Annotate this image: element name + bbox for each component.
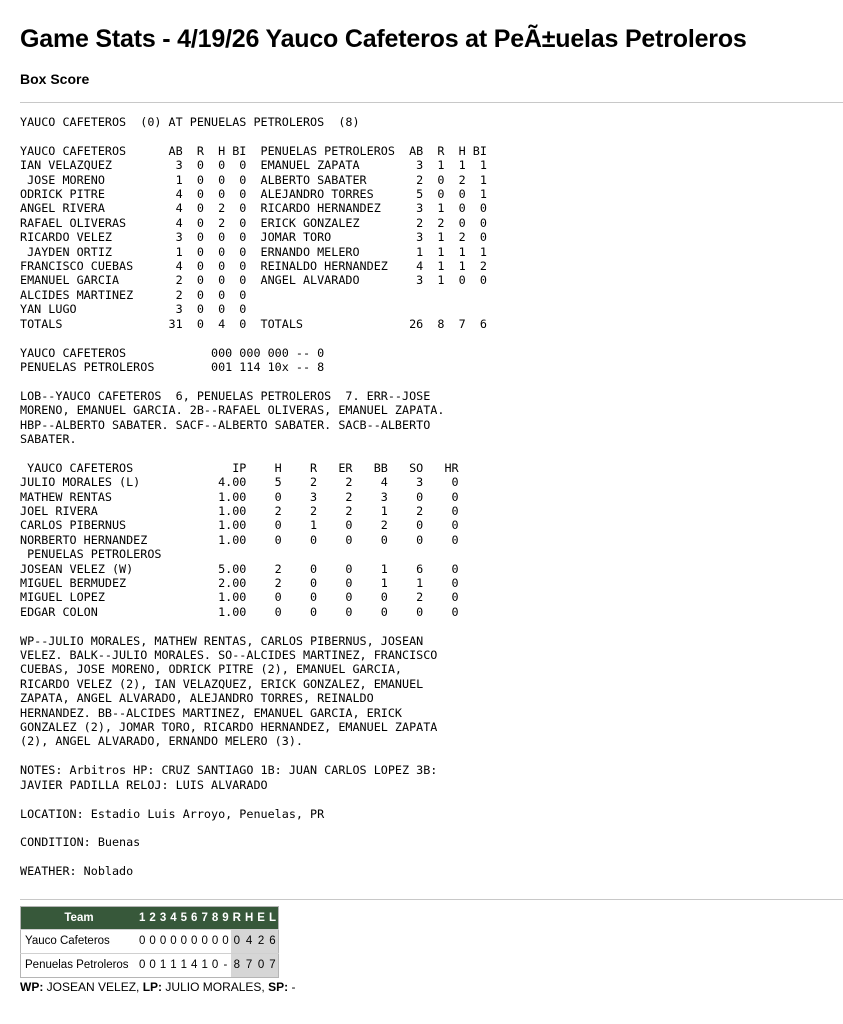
linescore-cell: 0 (168, 929, 178, 953)
linescore-cell: 0 (137, 953, 147, 977)
linescore-cell: 0 (199, 929, 209, 953)
linescore-header-row (21, 906, 279, 929)
linescore-total-lob: 6 (267, 929, 279, 953)
linescore-row-away (21, 929, 279, 953)
linescore-team-name: Penuelas Petroleros (21, 953, 138, 977)
linescore-header-inning-1: 1 (137, 906, 147, 929)
linescore-cell: 0 (189, 929, 199, 953)
linescore-cell: 0 (210, 929, 220, 953)
linescore-total-errors: 2 (255, 929, 267, 953)
linescore-header-inning-6: 6 (189, 906, 199, 929)
linescore-cell: 1 (179, 953, 189, 977)
linescore-cell: 0 (137, 929, 147, 953)
linescore-cell: - (220, 953, 230, 977)
linescore-cell: 0 (158, 929, 168, 953)
linescore-cell: 1 (158, 953, 168, 977)
linescore-header-errors: E (255, 906, 267, 929)
wp-value: JOSEAN VELEZ, (46, 979, 140, 994)
linescore-header-hits: H (243, 906, 255, 929)
linescore-total-runs: 8 (231, 953, 243, 977)
linescore-header-inning-4: 4 (168, 906, 178, 929)
linescore-table (20, 906, 279, 978)
linescore-header-team: Team (21, 906, 138, 929)
sp-label: SP: (268, 979, 289, 994)
divider-top (20, 102, 843, 103)
linescore-team-name: Yauco Cafeteros (21, 929, 138, 953)
linescore-cell: 1 (199, 953, 209, 977)
section-heading-box-score: Box Score (20, 71, 90, 87)
linescore-cell: 0 (147, 929, 157, 953)
sp-value: - (291, 979, 296, 994)
linescore-cell: 1 (168, 953, 178, 977)
linescore-total-runs: 0 (231, 929, 243, 953)
linescore-cell: 0 (210, 953, 220, 977)
linescore-row-home (21, 953, 279, 977)
linescore-header-runs: R (231, 906, 243, 929)
linescore-cell: 4 (189, 953, 199, 977)
pitcher-decisions (20, 980, 843, 995)
divider-bottom (20, 899, 843, 900)
linescore-header-inning-3: 3 (158, 906, 168, 929)
linescore-total-hits: 7 (243, 953, 255, 977)
linescore-header-inning-8: 8 (210, 906, 220, 929)
linescore-header-inning-9: 9 (220, 906, 230, 929)
page-title: Game Stats - 4/19/26 Yauco Cafeteros at PeÃ±uelas Petroleros (20, 25, 747, 53)
linescore-header-inning-7: 7 (199, 906, 209, 929)
lp-value: JULIO MORALES, (165, 979, 265, 994)
wp-label: WP: (20, 979, 44, 994)
page-content (20, 0, 843, 995)
linescore-cell: 0 (220, 929, 230, 953)
linescore-total-errors: 0 (255, 953, 267, 977)
linescore-total-hits: 4 (243, 929, 255, 953)
linescore-total-lob: 7 (267, 953, 279, 977)
linescore-cell: 0 (147, 953, 157, 977)
linescore-header-lob: L (267, 906, 279, 929)
lp-label: LP: (142, 979, 163, 994)
box-score-text: YAUCO CAFETEROS (0) AT PENUELAS PETROLEROS (8) YAUCO CAFETEROS AB R H BI PENUELAS PETROLEROS AB R H BI IAN VELAZQUEZ 3 0 0 0 EMANUEL ZAPATA 3 1 1 1 JOSE MORENO 1 0 0 0 ALBERTO SABATER 2 0 2 1 ODRICK PITRE 4 0 0 0 ALEJANDRO TORRES 5 0 0 1 ANGEL RIVERA 4 0 2 0 RICARDO HERNANDEZ 3 1 0 0 RAFAEL OLIVERAS 4 0 2 0 ERICK GONZALEZ 2 2 0 0 RICARDO VELEZ 3 0 0 0 JOMAR TORO 3 1 2 0 JAYDEN ORTIZ 1 0 0 0 ERNANDO MELERO 1 1 1 1 FRANCISCO CUEBAS 4 0 0 0 REINALDO HERNANDEZ 4 1 1 2 EMANUEL GARCIA 2 0 0 0 ANGEL ALVARADO 3 1 0 0 ALCIDES MARTINEZ 2 0 0 0 YAN LUGO 3 0 0 0 TOTALS 31 0 4 0 TOTALS 26 8 7 6 YAUCO CAFETEROS 000 000 000 -- 0 PENUELAS PETROLEROS 001 114 10x -- 8 LOB--YAUCO CAFETEROS 6, PENUELAS PETROLEROS 7. ERR--JOSE MORENO, EMANUEL GARCIA. 2B--RAFAEL OLIVERAS, EMANUEL ZAPATA. HBP--ALBERTO SABATER. SACF--ALBERTO SABATER. SACB--ALBERTO SABATER. YAUCO CAFETEROS IP H R ER BB SO HR JULIO MORALES (L) 4.00 5 2 2 4 3 0 MATHEW RENTAS 1.00 0 3 2 3 0 0 JOEL RIVERA 1.00 2 2 2 1 2 0 CARLOS PIBERNUS 1.00 0 1 0 2 0 0 NORBERTO HERNANDEZ 1.00 0 0 0 0 0 0 PENUELAS PETROLEROS JOSEAN VELEZ (W) 5.00 2 0 0 1 6 0 MIGUEL BERMUDEZ 2.00 2 0 0 1 1 0 MIGUEL LOPEZ 1.00 0 0 0 0 2 0 EDGAR COLON 1.00 0 0 0 0 0 0 WP--JULIO MORALES, MATHEW RENTAS, CARLOS PIBERNUS, JOSEAN VELEZ. BALK--JULIO MORALES. SO--ALCIDES MARTINEZ, FRANCISCO CUEBAS, JOSE MORENO, ODRICK PITRE (2), EMANUEL GARCIA, RICARDO VELEZ (2), IAN VELAZQUEZ, ERICK GONZALEZ, EMANUEL ZAPATA, ANGEL ALVARADO, ALEJANDRO TORRES, REINALDO HERNANDEZ. BB--ALCIDES MARTINEZ, EMANUEL GARCIA, ERICK GONZALEZ (2), JOMAR TORO, RICARDO HERNANDEZ, EMANUEL ZAPATA (2), ANGEL ALVARADO, ERNANDO MELERO (3). NOTES: Arbitros HP: CRUZ SANTIAGO 1B: JUAN CARLOS LOPEZ 3B: JAVIER PADILLA RELOJ: LUIS ALVARADO LOCATION: Estadio Luis Arroyo, Penuelas, PR CONDITION: Buenas WEATHER: Noblado (20, 115, 487, 879)
linescore-header-inning-2: 2 (147, 906, 157, 929)
linescore-cell: 0 (179, 929, 189, 953)
linescore-header-inning-5: 5 (179, 906, 189, 929)
